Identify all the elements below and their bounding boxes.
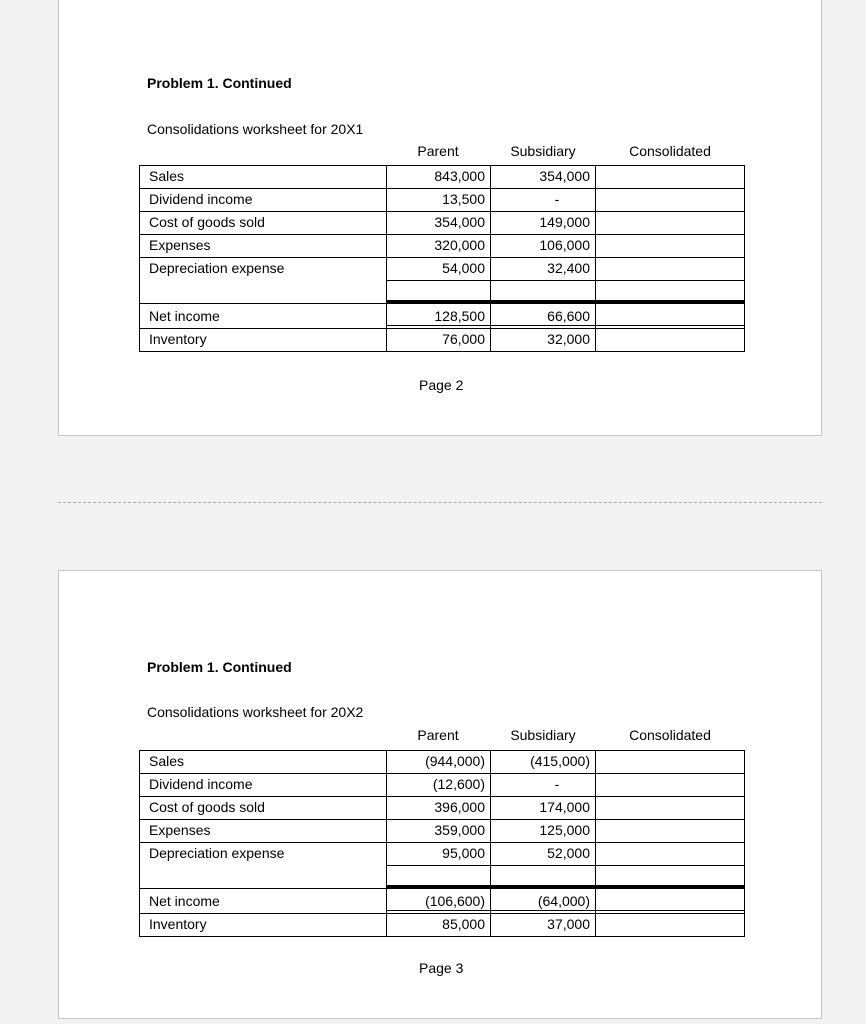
parent-value: 396,000 xyxy=(434,799,485,815)
parent-value: 54,000 xyxy=(442,260,485,276)
table-right-border xyxy=(744,165,745,351)
page-3-sheet xyxy=(58,570,822,1019)
row-label: Sales xyxy=(149,753,185,769)
parent-value: 359,000 xyxy=(434,822,485,838)
problem-title: Problem 1. Continued xyxy=(147,659,292,675)
subsidiary-value: 37,000 xyxy=(547,916,590,932)
parent-value: 843,000 xyxy=(434,168,485,184)
consolidated-value xyxy=(596,843,744,865)
consolidated-value xyxy=(596,774,744,796)
subsidiary-value: 66,600 xyxy=(547,308,590,324)
subsidiary-value: (415,000) xyxy=(530,753,590,769)
page-break-divider xyxy=(58,502,822,503)
table-bottom-border xyxy=(139,936,745,937)
row-label: Cost of goods sold xyxy=(149,214,265,230)
subsidiary-value: (64,000) xyxy=(537,893,590,909)
subsidiary-value xyxy=(491,281,595,303)
consolidated-value xyxy=(596,797,744,819)
row-label: Inventory xyxy=(149,331,207,347)
consolidated-value xyxy=(596,751,744,773)
parent-value: 13,500 xyxy=(442,191,485,207)
consolidated-value xyxy=(596,891,744,913)
consolidated-value xyxy=(596,281,744,303)
subsidiary-value: 32,000 xyxy=(547,331,590,347)
parent-value: (106,600) xyxy=(425,893,485,909)
consolidated-value xyxy=(596,189,744,211)
page-number: Page 3 xyxy=(419,960,464,976)
parent-value: 85,000 xyxy=(442,916,485,932)
column-header-subsidiary: Subsidiary xyxy=(510,143,576,159)
table-bottom-border xyxy=(139,351,745,352)
consolidated-value xyxy=(596,235,744,257)
consolidated-value xyxy=(596,914,744,936)
subsidiary-value: 354,000 xyxy=(539,168,590,184)
row-label xyxy=(139,281,386,303)
worksheet-subtitle: Consolidations worksheet for 20X1 xyxy=(147,121,364,137)
parent-value xyxy=(386,866,490,888)
parent-value: 76,000 xyxy=(442,331,485,347)
subsidiary-value: 125,000 xyxy=(539,822,590,838)
subsidiary-value: 149,000 xyxy=(539,214,590,230)
consolidated-value xyxy=(596,820,744,842)
page-2-sheet xyxy=(58,0,822,436)
column-header-consolidated: Consolidated xyxy=(629,727,711,743)
parent-value: (944,000) xyxy=(425,753,485,769)
row-divider xyxy=(139,888,745,889)
row-label: Cost of goods sold xyxy=(149,799,265,815)
row-label: Net income xyxy=(149,308,220,324)
worksheet-subtitle: Consolidations worksheet for 20X2 xyxy=(147,704,364,720)
subsidiary-value: 32,400 xyxy=(547,260,590,276)
subsidiary-value xyxy=(491,866,595,888)
parent-value: 320,000 xyxy=(434,237,485,253)
column-header-parent: Parent xyxy=(417,727,459,743)
row-label: Sales xyxy=(149,168,185,184)
parent-value: 128,500 xyxy=(434,308,485,324)
column-header-consolidated: Consolidated xyxy=(629,143,711,159)
subsidiary-value: - xyxy=(554,776,560,792)
parent-value: 354,000 xyxy=(434,214,485,230)
consolidated-value xyxy=(596,866,744,888)
consolidated-value xyxy=(596,329,744,351)
row-label xyxy=(139,866,386,888)
consolidated-value xyxy=(596,166,744,188)
parent-value: (12,600) xyxy=(432,776,485,792)
consolidated-value xyxy=(596,306,744,328)
subsidiary-value: 174,000 xyxy=(539,799,590,815)
subsidiary-value: 106,000 xyxy=(539,237,590,253)
consolidated-value xyxy=(596,258,744,280)
row-label: Dividend income xyxy=(149,776,253,792)
row-label: Dividend income xyxy=(149,191,253,207)
problem-title: Problem 1. Continued xyxy=(147,75,292,91)
row-divider xyxy=(139,303,745,304)
row-label: Depreciation expense xyxy=(149,260,285,276)
row-label: Inventory xyxy=(149,916,207,932)
consolidated-value xyxy=(596,212,744,234)
subsidiary-value: - xyxy=(554,191,560,207)
parent-value: 95,000 xyxy=(442,845,485,861)
row-label: Expenses xyxy=(149,237,211,253)
parent-value xyxy=(386,281,490,303)
row-label: Net income xyxy=(149,893,220,909)
column-header-parent: Parent xyxy=(417,143,459,159)
table-right-border xyxy=(744,750,745,936)
subsidiary-value: 52,000 xyxy=(547,845,590,861)
page-number: Page 2 xyxy=(419,377,464,393)
row-label: Depreciation expense xyxy=(149,845,285,861)
row-label: Expenses xyxy=(149,822,211,838)
column-header-subsidiary: Subsidiary xyxy=(510,727,576,743)
